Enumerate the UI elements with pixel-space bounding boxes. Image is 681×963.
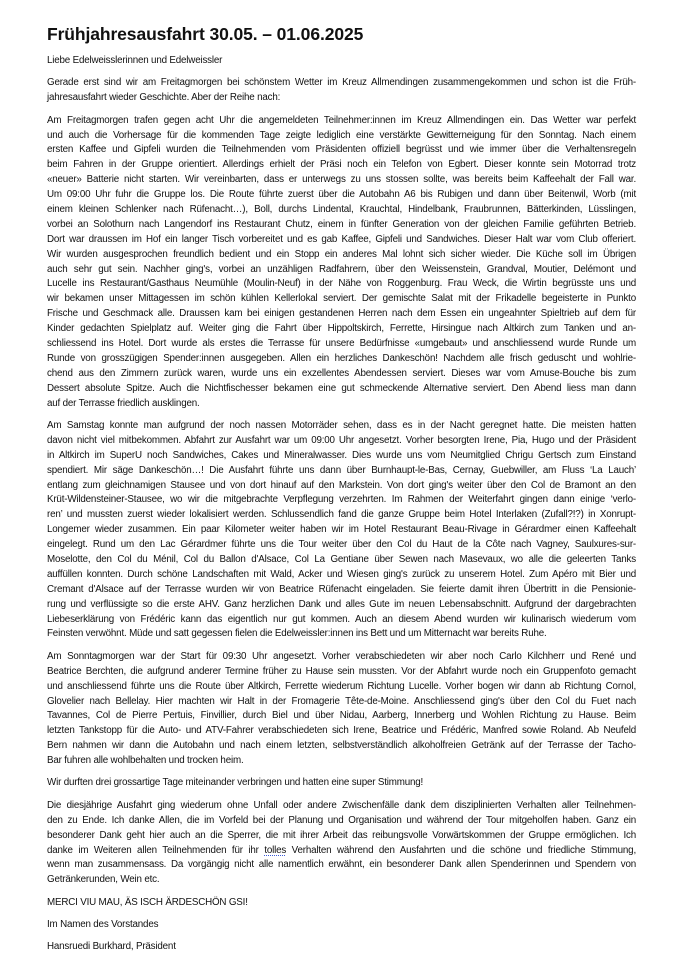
text-line: wenn man zusammensass. Da vorgängig nicht alle namentlich erwähnt, ein besonderer Dank allen Spenderinnen und Spendern von — [47, 859, 636, 871]
text-line: Glovelier nach Bellelay. Hier machten wir Halt in der Fromagerie Tête-de-Moine. Anschliessend ging's über den Col du Fuet nach — [47, 695, 636, 707]
body-paragraph — [47, 76, 636, 106]
spellcheck-flagged-word[interactable]: tolles — [264, 844, 287, 856]
signoff — [47, 918, 636, 933]
text-line: Lucelle ins Restaurant/Gasthaus Neumühle (Moulin-Neuf) in der Nähe von Roggenburg. Frau Weck, die Wirtin begrüsste uns und — [47, 278, 636, 290]
text-line: jahresausfahrt wieder Geschichte. Aber der Reihe nach: — [47, 92, 281, 104]
text-line: Cremant d'Alsace auf der Terrasse wurden wir von Beatrice Rüfenacht eingeladen. Sie feierte damit ihren Übertritt in die Pensionie- — [47, 583, 636, 595]
text-line: auffüllen konnten. Durch schöne Landschaften mit Wald, Acker und Wiesen ging's zurück zu unserem Hotel. Zum Apéro mit Bier und — [47, 568, 636, 580]
text-line: Kinder gedachten Spielplatz auf. Weiter ging die Fahrt über Hippoltskirch, Ferrette, Hirsingue nach Altkirch zum Tanken und an- — [47, 323, 636, 335]
text-line — [47, 844, 636, 859]
text-line: chend aus den Zimmern zurück waren, wurde uns ein exzellentes Abendessen serviert. Dieses war vom Amuse-Bouche bis zum — [47, 367, 636, 379]
text-line: ren’ und mussten zuerst wieder lokalisiert werden. Schlussendlich fand die ganze Gruppe beim Hotel Interlaken (Zufall?!?) in Xonrupt- — [47, 509, 636, 521]
text-line: Liebeserklärung von Frédéric kann das eigentlich nur gut kommen. Auch an diesem Abend wurden wir kulinarisch wiederum vom — [47, 613, 636, 625]
text-line: beim Fahren in der Gruppe orientiert. Allerdings erhielt der Präsi noch ein Telefon von Egbert. Dieser konnte sein Motorrad trotz — [47, 159, 636, 171]
text-line: vorbei an Solothurn nach Langendorf ins Restaurant Chutz, einem in fünfter Generation von der gleichen Familie geführten Betrieb. — [47, 218, 636, 230]
text-line: Feinsten verwöhnt. Müde und satt gegessen fielen die Edelweissler:innen ins Bett und um Mitternacht war bereits Ruhe. — [47, 628, 547, 640]
text-line: Getränkerunden, Wein etc. — [47, 874, 160, 886]
text-line: Um 09:00 Uhr fuhr die Gruppe los. Die Route führte zuerst über die Autobahn A6 bis Rubigen und dann über Beitenwil, Worb (mit — [47, 189, 636, 201]
motto — [47, 896, 636, 911]
page-title: Frühjahresausfahrt 30.05. – 01.06.2025 — [47, 24, 364, 44]
text-line: letzten Tankstopp für die Auto- und ATV-Fahrer verabschiedeten sich Irene, Beatrice und Frédéric, Manfred sowie Roland. Ab Neufeld — [47, 725, 636, 737]
text-line: Krüt-Wildensteiner-Stausee, wo wir die mitgebrachte Verpflegung verzehrten. Im Rahmen der Weiterfahrt gingen dann einige ‘verlo- — [47, 494, 636, 506]
text-line: davon nicht viel mitbekommen. Abfahrt zur Ausfahrt war um 09:00 Uhr angesetzt. Vorher besorgten Irene, Pia, Hugo und der Präsident — [47, 434, 636, 446]
text-line: Runde von grosszügigen Spender:innen ausgegeben. Allen ein herzliches Dankeschön! Nachdem alle frisch geduscht und wohlrie- — [47, 352, 636, 364]
text-line: rung und verflüssigte so die erste AHV. Ganz herzlichen Dank und alles Gute im neuen Lebensabschnitt. Aufgrund der dargebrachten — [47, 598, 636, 610]
greeting — [47, 54, 636, 69]
text-line: einem kleinen Schlenker nach Rüfenacht…), Boll, durchs Lindental, Krauchtal, Hindelbank, Fraubrunnen, Bätterkinden, Lüsslingen, — [47, 204, 636, 216]
text-line: in Altkirch im SuperU noch Sandwiches, Cakes und Mineralwasser. Dies wurde uns vom Neumitglied Chrigu Gertsch zum Einstand — [47, 449, 636, 461]
text-line: Dessert absolute Spitze. Auch die Nichtfischesser bekamen eine gut schmeckende Alternative serviert. Den Abend liess man dann — [47, 382, 636, 394]
body-paragraph — [47, 650, 636, 769]
text-line: auch sehr gut sein. Nachher ging's, vorbei an unzähligen Radfahrern, über den Weissenstein, Grandval, Moutier, Delémont und — [47, 263, 636, 275]
text-line: entlang zum gleichnamigen Stausee und von dort hinauf auf den Markstein. Von dort ging's weiter über den Col de Bramont an den — [47, 479, 636, 491]
text-line: Beatrice Berchten, die aufgrund anderer Termine früher zu Hause sein mussten. Vor der Abfahrt wurde noch ein Gruppenfoto gemacht — [47, 665, 636, 677]
text-line: wir bekamen unser Mittagessen im schön kühlen Kellerlokal serviert. Der gemischte Salat mit der Frikadelle begeisterte in Punkto — [47, 293, 636, 305]
text-line: Wir wurden ausgesprochen freundlich bedient und ein Stopp ein anderes Mal lohnt sich sicher wieder. Die Küche soll im Übrigen — [47, 248, 636, 260]
text-line: und anschliessend führte uns die Route über Altkirch, Ferrette wiederum Richtung Lucelle. Vorher bogen wir dann ab Richtung Cornol, — [47, 680, 636, 692]
body-paragraph — [47, 776, 636, 791]
greeting-line: Liebe Edelweisslerinnen und Edelweissler — [47, 55, 223, 66]
text-line: Am Freitagmorgen trafen gegen acht Uhr die angemeldeten Teilnehmer:innen im Kreuz Allmendingen ein. Das Wetter war perfekt — [47, 114, 636, 126]
signoff-line: Im Namen des Vorstandes — [47, 919, 159, 931]
text-line: ersten Kaffee und Gipfeli wurden die Teilnehmenden vom Präsidenten offiziell begrüsst und wie immer über die Verhaltensregeln — [47, 144, 636, 156]
signature — [47, 940, 636, 955]
text-line: Moselotte, den Col du Ménil, Col du Ballon d'Alsace, Col La Gentiane über Sewen nach Masevaux, wo alle die geleerten Tanks — [47, 554, 636, 565]
text-fragment: danke im Weiteren allen Teilnehmenden für ihr — [47, 844, 265, 856]
text-line: den zu Ende. Ich danke Allen, die im Vorfeld bei der Planung und Organisation und während der Tour mitgeholfen haben. Ganz ein — [47, 814, 636, 826]
text-line: Frische und Geschmack alle. Draussen kam bei einigen gestandenen Herren nach dem Essen ein ungeahnter Spieltrieb auf dem für — [47, 308, 636, 320]
body-paragraph — [47, 419, 636, 642]
text-line: Am Samstag konnte man aufgrund der noch nassen Motorräder sehen, dass es in der Nacht geregnet hatte. Die meisten hatten — [47, 419, 636, 431]
text-line: «neuer» Batterie nicht starten. Wir vereinbarten, dass er unterwegs zu uns stossen sollte, was bereits beim Kaffeehalt der Fall war. — [47, 174, 636, 186]
signature-line: Hansruedi Burkhard, Präsident — [47, 941, 176, 953]
text-line: schliessend ins Hotel. Dort wurde als erstes die Terrasse für unsere Bedürfnisse «umgebaut» und anschliessend wurde Runde um — [47, 338, 636, 350]
text-line: Bar fuhren alle wohlbehalten und trocken heim. — [47, 755, 244, 767]
body-paragraph — [47, 114, 636, 412]
text-line: Die diesjährige Ausfahrt ging wiederum ohne Unfall oder andere Zwischenfälle dank dem disziplinierten Verhalten aller Teilnehmen- — [47, 799, 636, 811]
text-line: Longemer wieder zusammen. Ein paar Kilometer weiter haben wir im Hotel Restaurant Beau-Rivage in Gérardmer einen Kaffeehalt — [47, 524, 636, 536]
text-line: Bern nahmen wir dann die Autobahn und nach einem letzten, selbstverständlich alkoholfreien Getränk auf der Terrasse der Tacho- — [47, 740, 636, 752]
text-line: Tavannes, Col de Pierre Pertuis, Finvillier, durch Biel und über Nidau, Aarberg, Innerberg und Wohlen Richtung zu Hause. Beim — [47, 710, 636, 722]
text-line: auf der Terrasse friedlich ausklingen. — [47, 397, 200, 409]
document-body — [47, 54, 636, 963]
text-line: eingelegt. Rund um den Lac Gérardmer führte uns die Tour weiter über den Col du Haut de la Côte nach Vagney, Saulxures-sur- — [47, 539, 636, 551]
text-line: Am Sonntagmorgen war der Start für 09:30 Uhr angesetzt. Vorher verabschiedeten wir aber noch Carlo Kilchherr und René und — [47, 650, 636, 662]
text-fragment: Verhalten während den Ausfahrten und die schöne und friedliche Stimmung, — [286, 844, 636, 856]
text-line: spendiert. Mir säge Dankeschön…! Die Ausfahrt führte uns dann über Burnhaupt-le-Bas, Cernay, Guebwiller, am Fluss ‘La Lauch’ — [47, 464, 636, 476]
text-line: besonderer Dank geht hier auch an die Sperrer, die mit ihrer Arbeit das reibungsvolle Vorwärtskommen der Gruppe ermöglichen. Ich — [47, 829, 636, 841]
text-line: und auch die Vorhersage für die kommenden Tage zeigte lediglich eine verstärkte Gewitterneigung für den Sonntag. Nach einem — [47, 129, 636, 141]
text-line: Dort war draussen im Hof ein langer Tisch vorbereitet und es gab Kaffee, Gipfeli und Sandwiches. Dieser Halt war vom Club offeriert. — [47, 233, 636, 245]
text-line: Gerade erst sind wir am Freitagmorgen bei schönstem Wetter im Kreuz Allmendingen zusammengekommen und schon ist die Früh- — [47, 77, 636, 89]
closing-paragraph — [47, 799, 636, 888]
motto-line: MERCI VIU MAU, ÄS ISCH ÄRDESCHÖN GSI! — [47, 896, 248, 908]
text-line: Wir durften drei grossartige Tage miteinander verbringen und hatten eine super Stimmung! — [47, 777, 424, 789]
